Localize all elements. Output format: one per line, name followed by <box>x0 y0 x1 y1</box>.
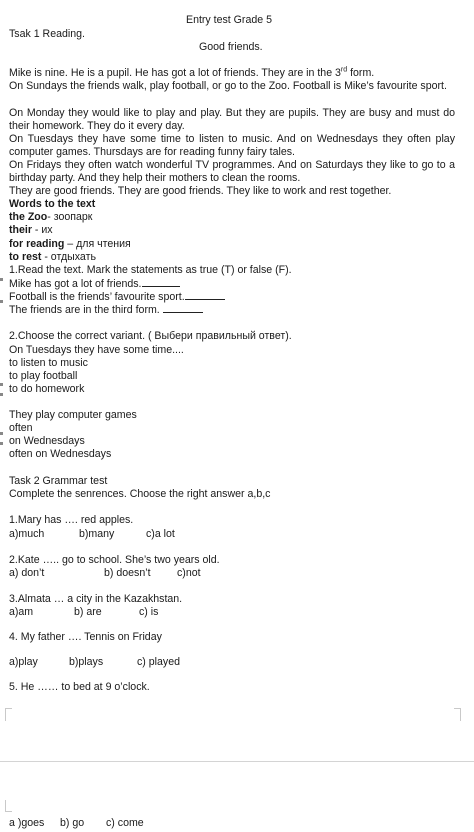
answer-blank[interactable] <box>142 278 180 287</box>
option: often <box>9 422 33 434</box>
margin-mark <box>0 278 3 281</box>
margin-mark <box>0 393 3 396</box>
task2-instruction: Complete the senrences. Choose the right answer a,b,c <box>9 488 271 500</box>
vocab-item: the Zoo- зоопарк <box>9 211 93 223</box>
page-corner-left <box>5 708 6 721</box>
margin-mark <box>0 383 3 386</box>
option: a) don’t <box>9 567 45 579</box>
passage-paragraph-3: On Monday they would like to play and play. But they are pupils. They are busy and must do their homework. They do it every day. <box>9 107 455 132</box>
answer-blank[interactable] <box>163 304 203 313</box>
option: c) played <box>137 656 180 668</box>
page-corner-bottom-left <box>5 811 12 812</box>
passage-title: Good friends. <box>199 41 263 53</box>
task2-title: Task 2 Grammar test <box>9 475 108 487</box>
margin-mark <box>0 442 3 445</box>
option: to do homework <box>9 383 85 395</box>
passage-paragraph-1: Mike is nine. He is a pupil. He has got a lot of friends. They are in the 3rd form. <box>9 66 375 79</box>
passage-paragraph-2: On Sundays the friends walk, play football, or go to the Zoo. Football is Mike’s favourite sport. <box>9 80 447 92</box>
option: c) is <box>139 606 159 618</box>
option: b)plays <box>69 656 104 668</box>
option: a)am <box>9 606 34 618</box>
statement-2: Football is the friends’ favourite sport. <box>9 291 225 304</box>
page-corner-left <box>5 708 12 709</box>
passage-paragraph-6: They are good friends. They are good friends. They like to work and rest together. <box>9 185 392 197</box>
option: a)play <box>9 656 38 668</box>
option: b) go <box>60 817 85 829</box>
answer-blank[interactable] <box>185 291 225 300</box>
exercise2-instruction: 2.Choose the correct variant. ( Выбери правильный ответ). <box>9 330 292 342</box>
page-divider <box>0 761 474 762</box>
grammar-question-2: 2.Kate ….. go to school. She’s two years old. <box>9 554 220 566</box>
exercise1-instruction: 1.Read the text. Mark the statements as true (T) or false (F). <box>9 264 292 276</box>
passage-paragraph-4: On Tuesdays they have some time to listen to music. And on Wednesdays they often play computer games. Thursdays are for reading funny fairy tales. <box>9 133 455 158</box>
vocab-heading: Words to the text <box>9 198 96 210</box>
margin-mark <box>0 300 3 303</box>
option: a )goes <box>9 817 45 829</box>
option: to play football <box>9 370 78 382</box>
margin-mark <box>0 432 3 435</box>
test-title: Entry test Grade 5 <box>186 14 272 26</box>
vocab-item: to rest - отдыхать <box>9 251 96 263</box>
option: b) doesn’t <box>104 567 151 579</box>
grammar-question-4: 4. My father …. Tennis on Friday <box>9 631 162 643</box>
option: b) are <box>74 606 102 618</box>
question-stem: On Tuesdays they have some time.... <box>9 344 184 356</box>
task1-label: Tsak 1 Reading. <box>9 28 85 40</box>
statement-3: The friends are in the third form. <box>9 304 203 317</box>
option: to listen to music <box>9 357 88 369</box>
option: often on Wednesdays <box>9 448 112 460</box>
vocab-item: their - их <box>9 224 53 236</box>
option: c)a lot <box>146 528 175 540</box>
option: b)many <box>79 528 115 540</box>
option: a)much <box>9 528 45 540</box>
grammar-question-1: 1.Mary has …. red apples. <box>9 514 134 526</box>
passage-paragraph-5: On Fridays they often watch wonderful TV programmes. And on Saturdays they like to go to a birthday party. And they help their mothers to clean the rooms. <box>9 159 455 184</box>
grammar-question-3: 3.Almata … a city in the Kazakhstan. <box>9 593 183 605</box>
statement-1: Mike has got a lot of friends. <box>9 278 180 291</box>
question-stem: They play computer games <box>9 409 137 421</box>
option: c)not <box>177 567 201 579</box>
page-corner-right <box>454 708 461 709</box>
grammar-question-5: 5. He …… to bed at 9 o’clock. <box>9 681 150 693</box>
option: c) come <box>106 817 144 829</box>
option: on Wednesdays <box>9 435 85 447</box>
vocab-item: for reading – для чтения <box>9 238 131 250</box>
page-corner-right <box>460 708 461 721</box>
